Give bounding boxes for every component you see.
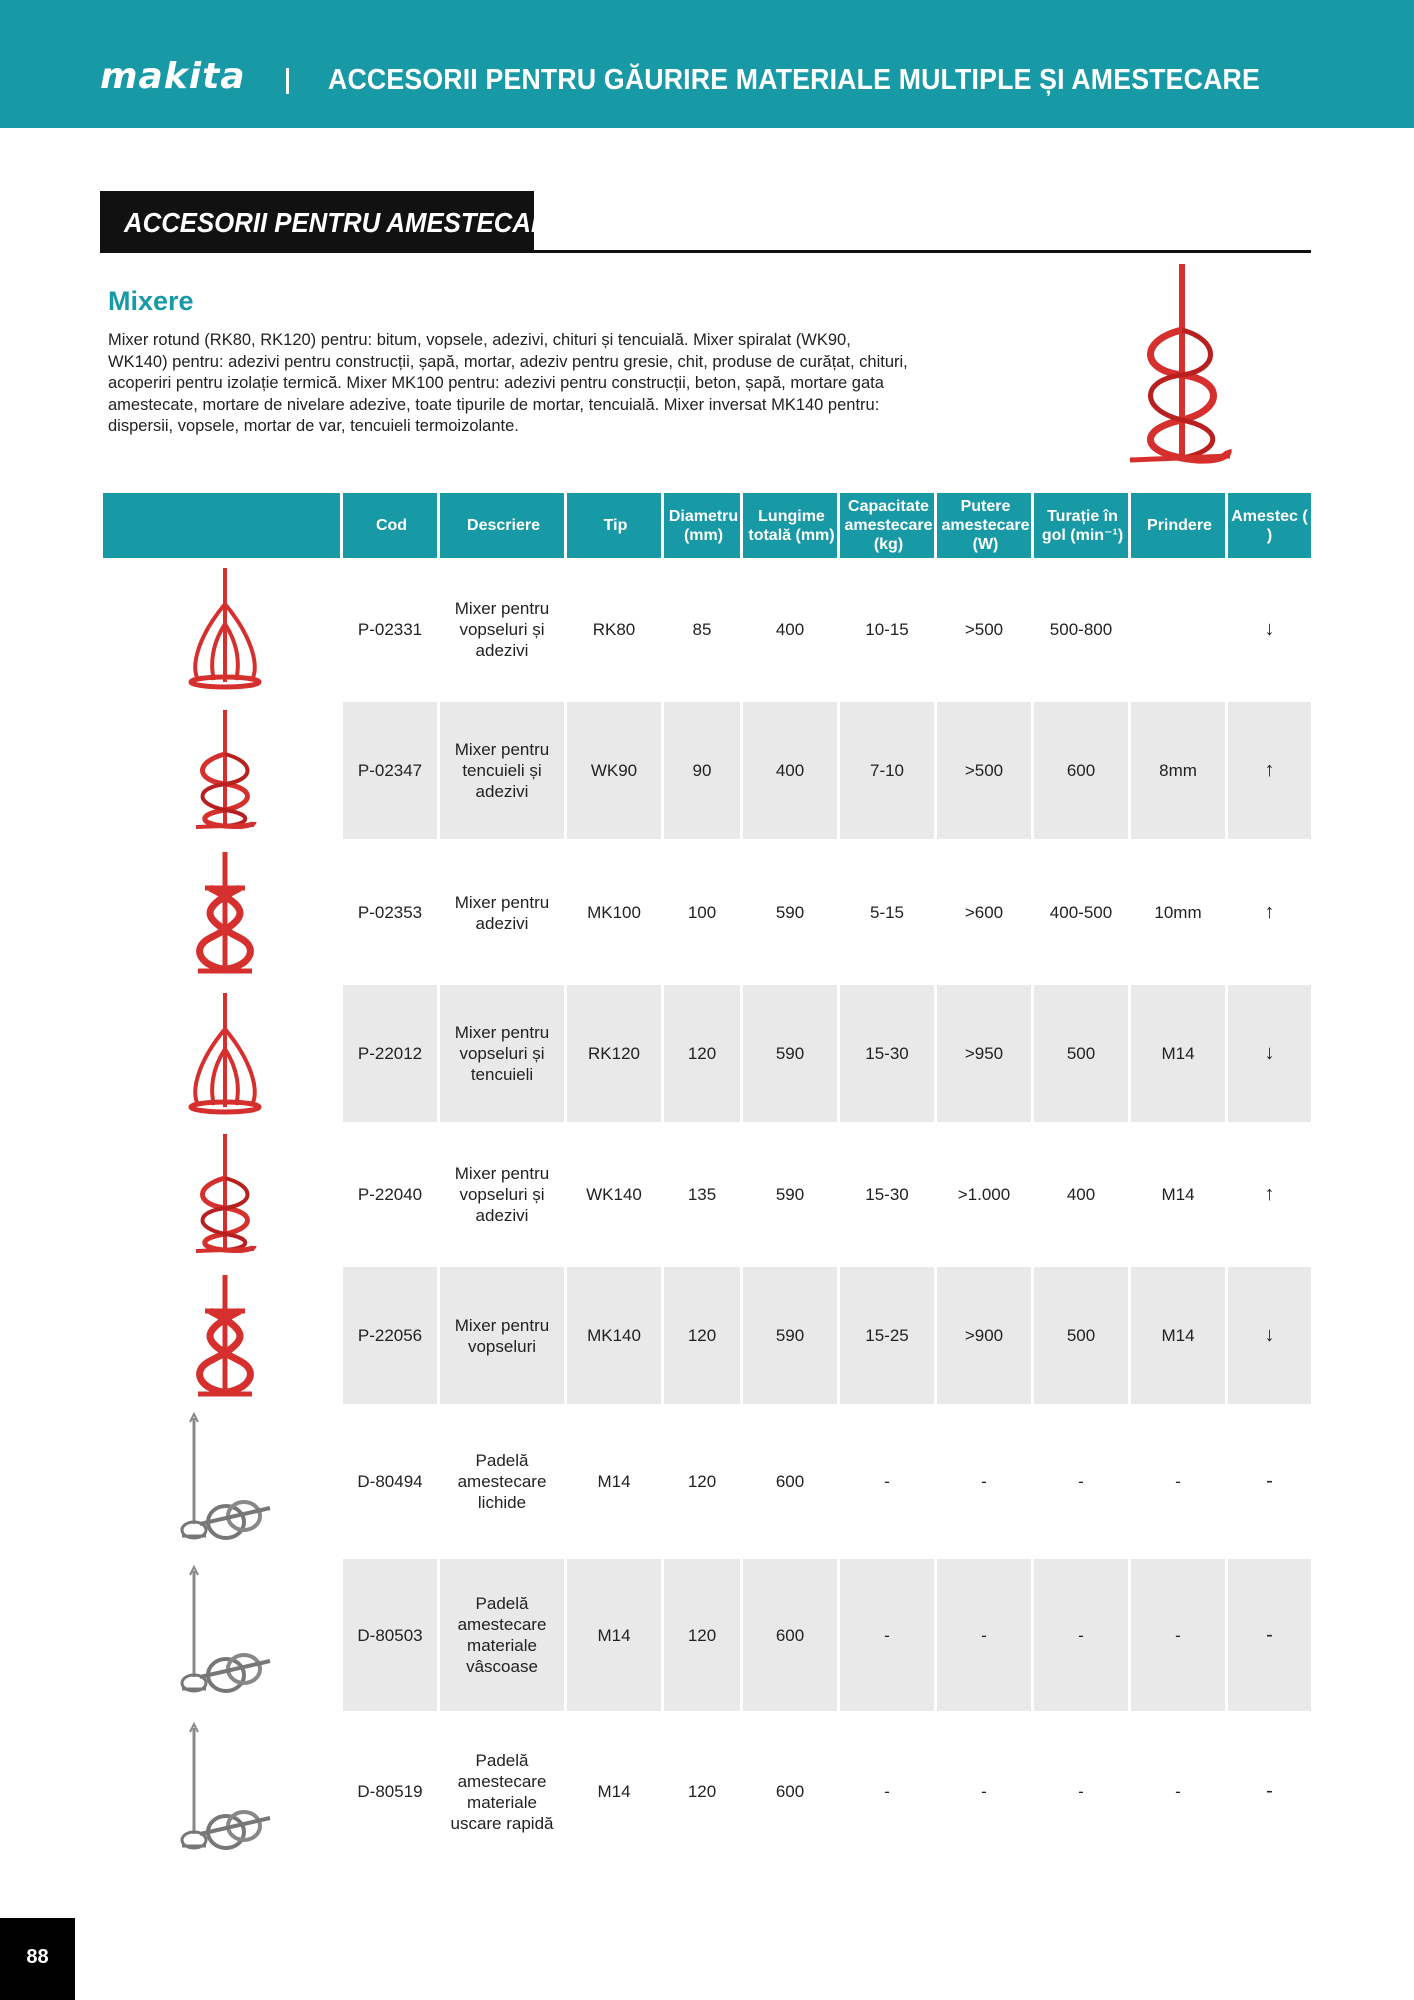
column-header-diametru: Diametru (mm) <box>661 493 743 558</box>
cell-putere: >900 <box>964 1326 1004 1345</box>
cell-descriere: Mixer pentru adezivi <box>454 892 550 933</box>
column-header-putere: Putere amestecare (W) <box>934 493 1034 558</box>
cell-tip: M14 <box>597 1625 631 1645</box>
cell-lungime: 400 <box>775 619 805 639</box>
column-header-lungime: Lungime totală (mm) <box>740 493 840 558</box>
section-title: ACCESORII PENTRU AMESTECARE <box>124 207 567 238</box>
cell-amestec: - <box>1266 1780 1273 1802</box>
page-number-box <box>0 1918 75 2000</box>
cell-descriere: Mixer pentru vopseluri și adezivi <box>454 1164 550 1225</box>
cell-turatie: 600 <box>1066 761 1096 780</box>
cell-putere: >600 <box>964 903 1004 922</box>
cell-diametru: 120 <box>687 1044 717 1063</box>
cell-tip: M14 <box>597 1472 631 1491</box>
cell-capacitate: 10-15 <box>865 619 909 639</box>
cell-turatie: 500 <box>1066 1044 1096 1063</box>
column-header-amestec: Amestec ( ) <box>1225 493 1311 558</box>
double-helix-mixer-icon <box>170 848 280 978</box>
cell-capacitate: 5-15 <box>869 903 905 922</box>
cell-amestec: ↓ <box>1264 1324 1275 1346</box>
cell-cod: P-22012 <box>357 1044 423 1063</box>
cell-descriere: Padelă amestecare materiale uscare rapidă <box>450 1750 554 1833</box>
cell-capacitate: - <box>884 1782 890 1801</box>
cell-descriere: Padelă amestecare lichide <box>457 1451 547 1512</box>
cell-amestec: ↑ <box>1264 1183 1275 1205</box>
cell-capacitate: - <box>884 1472 890 1491</box>
cell-turatie: - <box>1078 1782 1084 1801</box>
cell-turatie: 500 <box>1066 1326 1096 1345</box>
cell-prindere <box>1131 562 1225 696</box>
header-separator <box>286 68 289 94</box>
cell-prindere: - <box>1175 1472 1181 1491</box>
cell-tip: RK80 <box>592 619 636 639</box>
cell-cod: P-02353 <box>357 903 423 922</box>
cell-turatie: 400 <box>1066 1185 1096 1204</box>
column-header-prindere: Prindere <box>1128 493 1228 558</box>
round-mixer-icon <box>170 564 280 694</box>
hero-spiral-mixer-icon <box>1120 260 1240 470</box>
header-title: ACCESORII PENTRU GĂURIRE MATERIALE MULTIPLE ȘI AMESTECARE <box>328 64 1260 96</box>
round-mixer-icon <box>170 989 280 1119</box>
metal-paddle-icon <box>170 1412 280 1552</box>
page-number: 88 <box>26 1946 49 1968</box>
cell-cod: D-80494 <box>357 1472 423 1491</box>
cell-descriere: Mixer pentru vopseluri și adezivi <box>454 598 550 660</box>
cell-diametru: 90 <box>692 761 712 780</box>
cell-amestec: ↑ <box>1264 901 1275 923</box>
section-heading <box>100 191 567 253</box>
cell-turatie: 400-500 <box>1049 903 1113 922</box>
cell-descriere: Mixer pentru vopseluri și tencuieli <box>454 1023 550 1084</box>
cell-diametru: 120 <box>687 1625 717 1645</box>
cell-capacitate: 15-30 <box>865 1044 909 1063</box>
cell-tip: WK140 <box>586 1185 642 1204</box>
cell-amestec: - <box>1266 1623 1273 1646</box>
cell-prindere: M14 <box>1161 1044 1195 1063</box>
cell-cod: D-80503 <box>357 1625 423 1645</box>
cell-capacitate: 15-25 <box>865 1326 909 1345</box>
cell-prindere: M14 <box>1161 1326 1195 1345</box>
cell-amestec: ↓ <box>1264 1042 1275 1064</box>
cell-putere: - <box>981 1782 987 1801</box>
cell-prindere: M14 <box>1161 1185 1195 1204</box>
cell-putere: >500 <box>964 761 1004 780</box>
brand-logo: makita <box>100 56 246 97</box>
cell-prindere: 10mm <box>1154 903 1202 922</box>
cell-tip: MK140 <box>587 1326 641 1345</box>
cell-prindere: - <box>1175 1782 1181 1801</box>
cell-putere: >1.000 <box>957 1185 1011 1204</box>
cell-tip: M14 <box>597 1782 631 1801</box>
cell-prindere: - <box>1175 1625 1181 1645</box>
cell-tip: MK100 <box>587 903 641 922</box>
column-header-capacitate: Capacitate amestecare (kg) <box>837 493 937 558</box>
cell-turatie: - <box>1078 1625 1084 1645</box>
cell-amestec: ↓ <box>1264 617 1275 640</box>
cell-diametru: 85 <box>692 619 712 639</box>
cell-putere: - <box>981 1472 987 1491</box>
cell-turatie: 500-800 <box>1049 619 1113 639</box>
double-helix-mixer-icon <box>170 1271 280 1401</box>
spiral-mixer-icon <box>170 1130 280 1260</box>
metal-paddle-icon <box>170 1565 280 1705</box>
cell-putere: >950 <box>964 1044 1004 1063</box>
cell-prindere: 8mm <box>1159 761 1197 780</box>
cell-lungime: 400 <box>775 761 805 780</box>
cell-lungime: 600 <box>775 1472 805 1491</box>
column-header-turatie: Turație în gol (min⁻¹) <box>1031 493 1131 558</box>
cell-diametru: 100 <box>687 903 717 922</box>
metal-paddle-icon <box>170 1722 280 1862</box>
cell-descriere: Padelă amestecare materiale vâscoase <box>457 1594 547 1676</box>
cell-turatie: - <box>1078 1472 1084 1491</box>
cell-capacitate: 7-10 <box>869 761 905 780</box>
cell-descriere: Mixer pentru vopseluri <box>454 1315 550 1356</box>
cell-descriere: Mixer pentru tencuieli și adezivi <box>454 740 550 801</box>
spiral-mixer-icon <box>170 706 280 836</box>
cell-putere: - <box>981 1625 987 1645</box>
cell-lungime: 600 <box>775 1782 805 1801</box>
cell-diametru: 120 <box>687 1472 717 1491</box>
cell-amestec: ↑ <box>1264 759 1275 781</box>
cell-tip: RK120 <box>588 1044 640 1063</box>
column-header-descriere: Descriere <box>437 493 567 558</box>
cell-cod: P-02347 <box>357 761 423 780</box>
cell-diametru: 120 <box>687 1326 717 1345</box>
cell-diametru: 135 <box>687 1185 717 1204</box>
cell-diametru: 120 <box>687 1782 717 1801</box>
subsection-title: Mixere <box>108 286 194 316</box>
cell-lungime: 590 <box>775 1326 805 1345</box>
cell-capacitate: 15-30 <box>865 1185 909 1204</box>
subsection-description: Mixer rotund (RK80, RK120) pentru: bitum, vopsele, adezivi, chituri și tencuială. Mixer spiralat (WK90, WK140) pentru: adezivi pentru construcții, șapă, mortar, adeziv pentru gresie, chit, produse de curățat, chituri, acoperiri pentru izolație termică. Mixer MK100 pentru: adezivi pentru construcții, beton, șapă, mortare gata amestecate, mortare de nivelare adezive, toate tipurile de mortar, tencuială. Mixer inversat MK140 pentru: dispersii, vopsele, mortar de var, tencuieli termoizolante. <box>108 331 908 435</box>
cell-lungime: 590 <box>775 903 805 922</box>
column-header-tip: Tip <box>564 493 664 558</box>
cell-capacitate: - <box>884 1625 890 1645</box>
cell-cod: P-02331 <box>357 619 423 639</box>
cell-putere: >500 <box>964 619 1004 639</box>
page-header <box>0 0 1414 128</box>
section-divider <box>534 250 1311 253</box>
cell-cod: P-22040 <box>357 1185 423 1204</box>
cell-lungime: 600 <box>775 1625 805 1645</box>
cell-amestec: - <box>1266 1470 1273 1492</box>
cell-lungime: 590 <box>775 1044 805 1063</box>
column-header-cod: Cod <box>340 493 440 558</box>
cell-cod: D-80519 <box>357 1782 423 1801</box>
cell-lungime: 590 <box>775 1185 805 1204</box>
cell-tip: WK90 <box>590 761 638 780</box>
cell-cod: P-22056 <box>357 1326 423 1345</box>
